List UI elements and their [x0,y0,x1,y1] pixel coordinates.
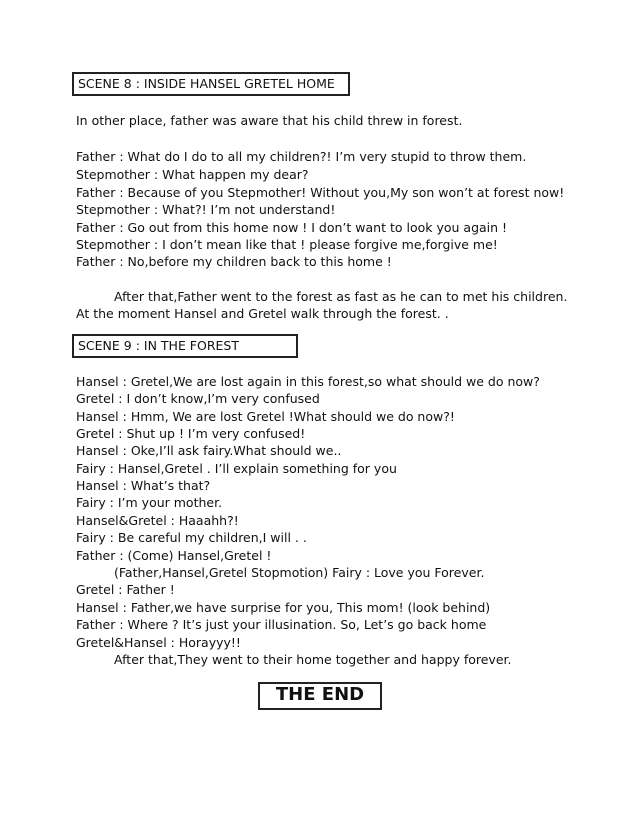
scene-8-heading: SCENE 8 : INSIDE HANSEL GRETEL HOME [72,72,350,96]
scene-8-line: Father : Because of you Stepmother! Without you,My son won’t at forest now! [76,185,565,200]
scene-9-line: Gretel : Father ! [76,582,175,597]
scene-9-narration: After that,They went to their home together and happy forever. [114,652,512,667]
scene-8-narration: After that,Father went to the forest as fast as he can to met his children. [114,289,568,304]
scene-8-line: Father : Go out from this home now ! I don’t want to look you again ! [76,220,508,235]
scene-9-line: Father : Where ? It’s just your illusination. So, Let’s go back home [76,617,487,632]
scene-9-line: Hansel : What’s that? [76,478,211,493]
scene-9-line: Fairy : Be careful my children,I will . . [76,530,307,545]
scene-8-narration: At the moment Hansel and Gretel walk through the forest. . [76,306,449,321]
scene-8-line: Stepmother : What happen my dear? [76,167,309,182]
scene-9-line: Hansel : Oke,I’ll ask fairy.What should we.. [76,443,342,458]
scene-8-line: Father : What do I do to all my children?! I’m very stupid to throw them. [76,149,527,164]
scene-9-line: Gretel&Hansel : Horayyy!! [76,635,241,650]
scene-8-line: In other place, father was aware that his child threw in forest. [76,113,463,128]
scene-9-line: Fairy : Hansel,Gretel . I’ll explain something for you [76,461,397,476]
scene-9-line: Hansel : Gretel,We are lost again in this forest,so what should we do now? [76,374,540,389]
scene-9-line: Hansel : Father,we have surprise for you, This mom! (look behind) [76,600,491,615]
scene-9-line: Fairy : I’m your mother. [76,495,223,510]
the-end-box: THE END [258,682,382,710]
scene-9-heading: SCENE 9 : IN THE FOREST [72,334,298,358]
scene-9-line: Gretel : I don’t know,I’m very confused [76,391,320,406]
scene-8-line: Stepmother : I don’t mean like that ! please forgive me,forgive me! [76,237,498,252]
scene-9-line: Hansel : Hmm, We are lost Gretel !What should we do now?! [76,409,455,424]
scene-9-line: Hansel&Gretel : Haaahh?! [76,513,239,528]
scene-9-stage-direction: (Father,Hansel,Gretel Stopmotion) Fairy : Love you Forever. [114,565,485,580]
scene-9-line: Gretel : Shut up ! I’m very confused! [76,426,306,441]
scene-8-line: Stepmother : What?! I’m not understand! [76,202,336,217]
scene-9-line: Father : (Come) Hansel,Gretel ! [76,548,272,563]
scene-8-line: Father : No,before my children back to this home ! [76,254,392,269]
